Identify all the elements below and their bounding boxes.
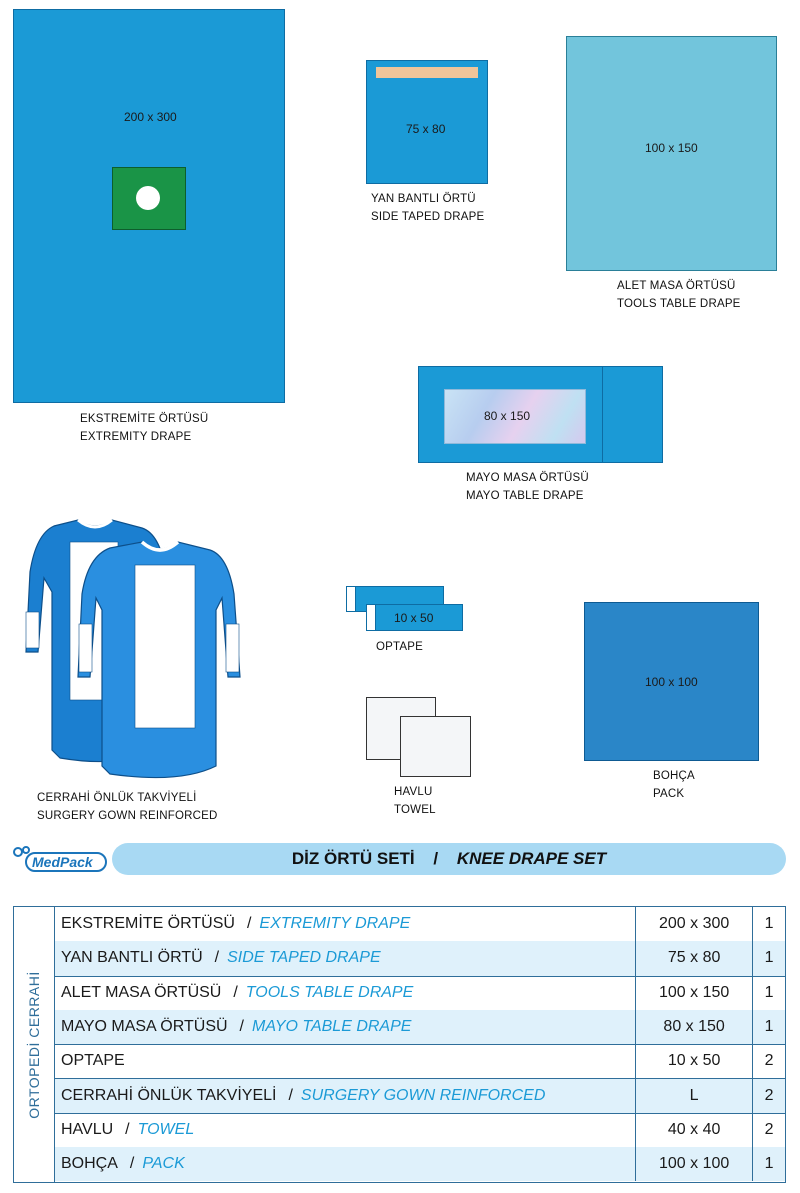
- tape-strip: [376, 67, 478, 78]
- item-qty-cell: 1: [764, 915, 774, 932]
- item-qty-cell: 2: [764, 1086, 774, 1104]
- surgery-gown-image: [20, 512, 245, 787]
- extremity-drape-image: [13, 9, 285, 403]
- item-name-en: SURGERY GOWN REINFORCED: [300, 1086, 546, 1104]
- item-name-tr: BOHÇA: [61, 1155, 118, 1173]
- item-name-en: PACK: [142, 1155, 185, 1173]
- item-name-en: EXTREMITY DRAPE: [259, 915, 411, 932]
- item-name-separator: /: [129, 1155, 135, 1173]
- tools-table-dim: 100 x 150: [645, 141, 698, 155]
- item-name-cell: [55, 1044, 636, 1078]
- item-name-en: TOWEL: [137, 1120, 195, 1138]
- item-size-cell: 75 x 80: [636, 941, 753, 975]
- item-name-separator: /: [288, 1086, 293, 1104]
- contents-table: [13, 906, 786, 1183]
- side-taped-caption: YAN BANTLI ÖRTÜ SIDE TAPED DRAPE: [371, 193, 485, 223]
- mayo-table-caption: MAYO MASA ÖRTÜSÜ MAYO TABLE DRAPE: [466, 472, 589, 502]
- item-name-en: SIDE TAPED DRAPE: [227, 949, 381, 967]
- item-name-separator: /: [246, 915, 252, 932]
- item-qty-cell: 1: [764, 949, 774, 967]
- item-name-tr: EKSTREMİTE ÖRTÜSÜ: [61, 915, 235, 932]
- towel-caption: HAVLU TOWEL: [394, 786, 436, 816]
- medpack-logo-icon: [12, 846, 108, 874]
- item-name-cell: [55, 1113, 636, 1147]
- mayo-fold-line: [602, 367, 603, 462]
- item-name-tr: ALET MASA ÖRTÜSÜ: [61, 983, 222, 1001]
- mayo-reinforced-panel: [444, 389, 586, 444]
- gown-front: [78, 542, 240, 778]
- item-qty-cell: 2: [764, 1120, 774, 1138]
- logo-text: MedPack: [32, 854, 93, 870]
- item-name-cell: [55, 976, 636, 1010]
- set-title-tr: DİZ ÖRTÜ SETİ: [291, 849, 415, 868]
- mayo-table-dim: 80 x 150: [484, 409, 531, 423]
- optape-front-image: [366, 604, 463, 631]
- item-size-cell: 40 x 40: [636, 1113, 753, 1147]
- item-name-tr: OPTAPE: [61, 1052, 125, 1070]
- fenestration-hole: [136, 186, 160, 210]
- item-name-tr: CERRAHİ ÖNLÜK TAKVİYELİ: [61, 1086, 277, 1104]
- item-qty-cell: 2: [764, 1052, 774, 1070]
- set-title-en: KNEE DRAPE SET: [456, 849, 607, 868]
- item-name-cell: [55, 941, 636, 975]
- item-size-cell: 80 x 150: [636, 1010, 753, 1044]
- pack-caption: BOHÇA PACK: [653, 770, 695, 800]
- item-size-cell: 200 x 300: [636, 907, 753, 941]
- item-name-separator: /: [125, 1120, 130, 1138]
- extremity-caption: EKSTREMİTE ÖRTÜSÜ EXTREMITY DRAPE: [80, 413, 209, 443]
- item-name-separator: /: [239, 1017, 244, 1035]
- mayo-table-drape-image: [418, 366, 663, 463]
- item-name-en: MAYO TABLE DRAPE: [252, 1017, 412, 1035]
- item-name-tr: HAVLU: [61, 1120, 114, 1138]
- table-row: [55, 1147, 785, 1181]
- item-qty-cell: 1: [764, 1155, 774, 1173]
- item-name-tr: YAN BANTLI ÖRTÜ: [61, 949, 203, 967]
- item-size-cell: 100 x 150: [636, 976, 753, 1010]
- tools-table-caption: ALET MASA ÖRTÜSÜ TOOLS TABLE DRAPE: [617, 280, 741, 310]
- towel-front-image: [400, 716, 471, 777]
- item-qty-cell: 1: [764, 983, 774, 1001]
- table-row: [55, 941, 785, 976]
- optape-caption: OPTAPE: [376, 641, 423, 653]
- item-name-tr: MAYO MASA ÖRTÜSÜ: [61, 1017, 228, 1035]
- pack-image: [584, 602, 759, 761]
- item-size-cell: L: [636, 1079, 753, 1113]
- extremity-dim: 200 x 300: [124, 110, 177, 124]
- set-title-band: [112, 843, 786, 875]
- pack-dim: 100 x 100: [645, 675, 698, 689]
- item-name-cell: [55, 907, 636, 941]
- optape-front-liner: [367, 605, 376, 630]
- side-taped-drape-image: [366, 60, 488, 184]
- table-row: [55, 1010, 785, 1045]
- set-title-sep: /: [433, 849, 439, 868]
- item-name-separator: /: [214, 949, 220, 967]
- side-taped-dim: 75 x 80: [406, 122, 446, 136]
- item-name-cell: [55, 1079, 636, 1113]
- gown-caption: CERRAHİ ÖNLÜK TAKVİYELİ SURGERY GOWN REINFORCED: [37, 792, 218, 822]
- item-size-cell: 100 x 100: [636, 1147, 753, 1181]
- table-row: [55, 907, 785, 942]
- table-row: [55, 976, 785, 1011]
- item-name-separator: /: [233, 983, 238, 1001]
- optape-back-liner: [347, 587, 356, 611]
- category-cell: [14, 907, 55, 1182]
- item-size-cell: 10 x 50: [636, 1044, 753, 1078]
- tools-table-drape-image: [566, 36, 777, 271]
- optape-dim: 10 x 50: [394, 611, 434, 625]
- category-label: ORTOPEDİ CERRAHİ: [26, 970, 42, 1119]
- item-qty-cell: 1: [764, 1017, 774, 1035]
- item-name-cell: [55, 1147, 636, 1181]
- item-name-en: TOOLS TABLE DRAPE: [245, 983, 414, 1001]
- table-row: [55, 1044, 785, 1079]
- item-name-cell: [55, 1010, 636, 1044]
- table-row: [55, 1079, 785, 1114]
- fenestration-panel: [112, 167, 186, 230]
- table-row: [55, 1113, 785, 1148]
- medpack-logo: [12, 846, 108, 874]
